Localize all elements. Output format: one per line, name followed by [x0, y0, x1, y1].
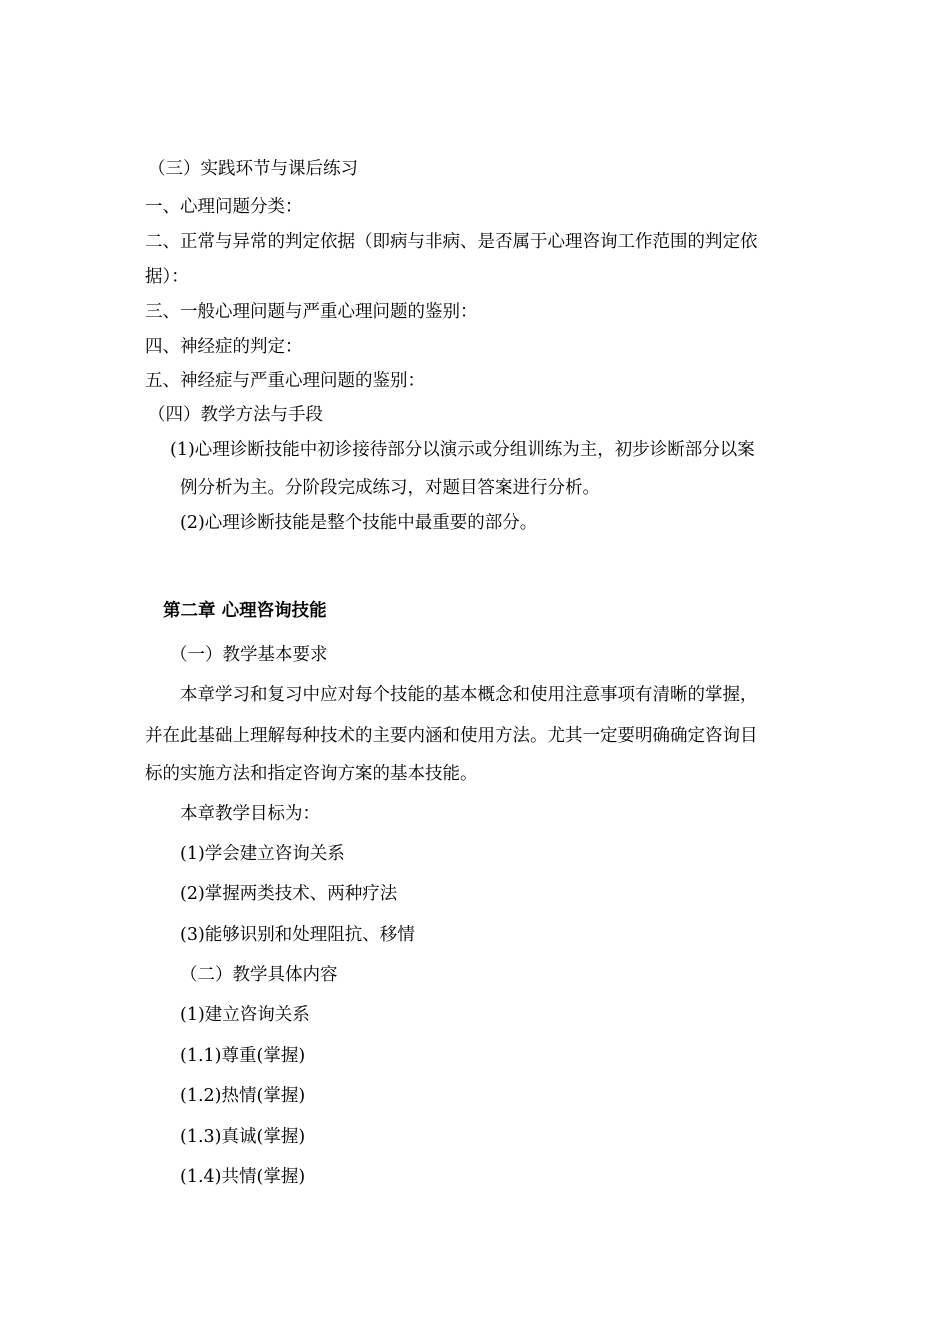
section-3-item-3: 三、一般心理问题与严重心理问题的鉴别： [145, 302, 478, 322]
content-item-1-2: (1.2)热情(掌握) [180, 1086, 306, 1106]
content-item-1: (1)建立咨询关系 [180, 1005, 310, 1025]
section-3-heading: （三）实践环节与课后练习 [148, 159, 358, 179]
section-4-item-1: (1)心理诊断技能中初诊接待部分以演示或分组训练为主，初步诊断部分以案 [170, 440, 755, 460]
goal-item-2: (2)掌握两类技术、两种疗法 [180, 884, 398, 904]
section-4-item-1-cont: 例分析为主。分阶段完成练习，对题目答案进行分析。 [180, 478, 600, 498]
goals-intro: 本章教学目标为： [180, 804, 320, 824]
section-3-item-2: 二、正常与异常的判定依据（即病与非病、是否属于心理咨询工作范围的判定依 [145, 232, 758, 252]
content-heading: （二）教学具体内容 [180, 965, 338, 985]
section-4-heading: （四）教学方法与手段 [148, 405, 323, 425]
goal-item-1: (1)学会建立咨询关系 [180, 844, 345, 864]
section-3-item-2-cont: 据）： [145, 267, 189, 287]
content-item-1-3: (1.3)真诚(掌握) [180, 1127, 306, 1147]
requirements-paragraph-line-3: 标的实施方法和指定咨询方案的基本技能。 [145, 764, 478, 784]
section-3-item-4: 四、神经症的判定： [145, 337, 303, 357]
content-item-1-1: (1.1)尊重(掌握) [180, 1046, 306, 1066]
chapter-2-title: 第二章 心理咨询技能 [163, 601, 327, 621]
section-4-item-2: (2)心理诊断技能是整个技能中最重要的部分。 [180, 513, 538, 533]
goal-item-3: (3)能够识别和处理阻抗、移情 [180, 925, 415, 945]
content-item-1-4: (1.4)共情(掌握) [180, 1167, 306, 1187]
section-3-item-1: 一、心理问题分类： [145, 197, 303, 217]
requirements-paragraph-line-1: 本章学习和复习中应对每个技能的基本概念和使用注意事项有清晰的掌握， [180, 685, 758, 705]
requirements-heading: （一）教学基本要求 [170, 645, 328, 665]
requirements-paragraph-line-2: 并在此基础上理解每种技术的主要内涵和使用方法。尤其一定要明确确定咨询目 [145, 726, 758, 746]
section-3-item-5: 五、神经症与严重心理问题的鉴别： [145, 371, 425, 391]
